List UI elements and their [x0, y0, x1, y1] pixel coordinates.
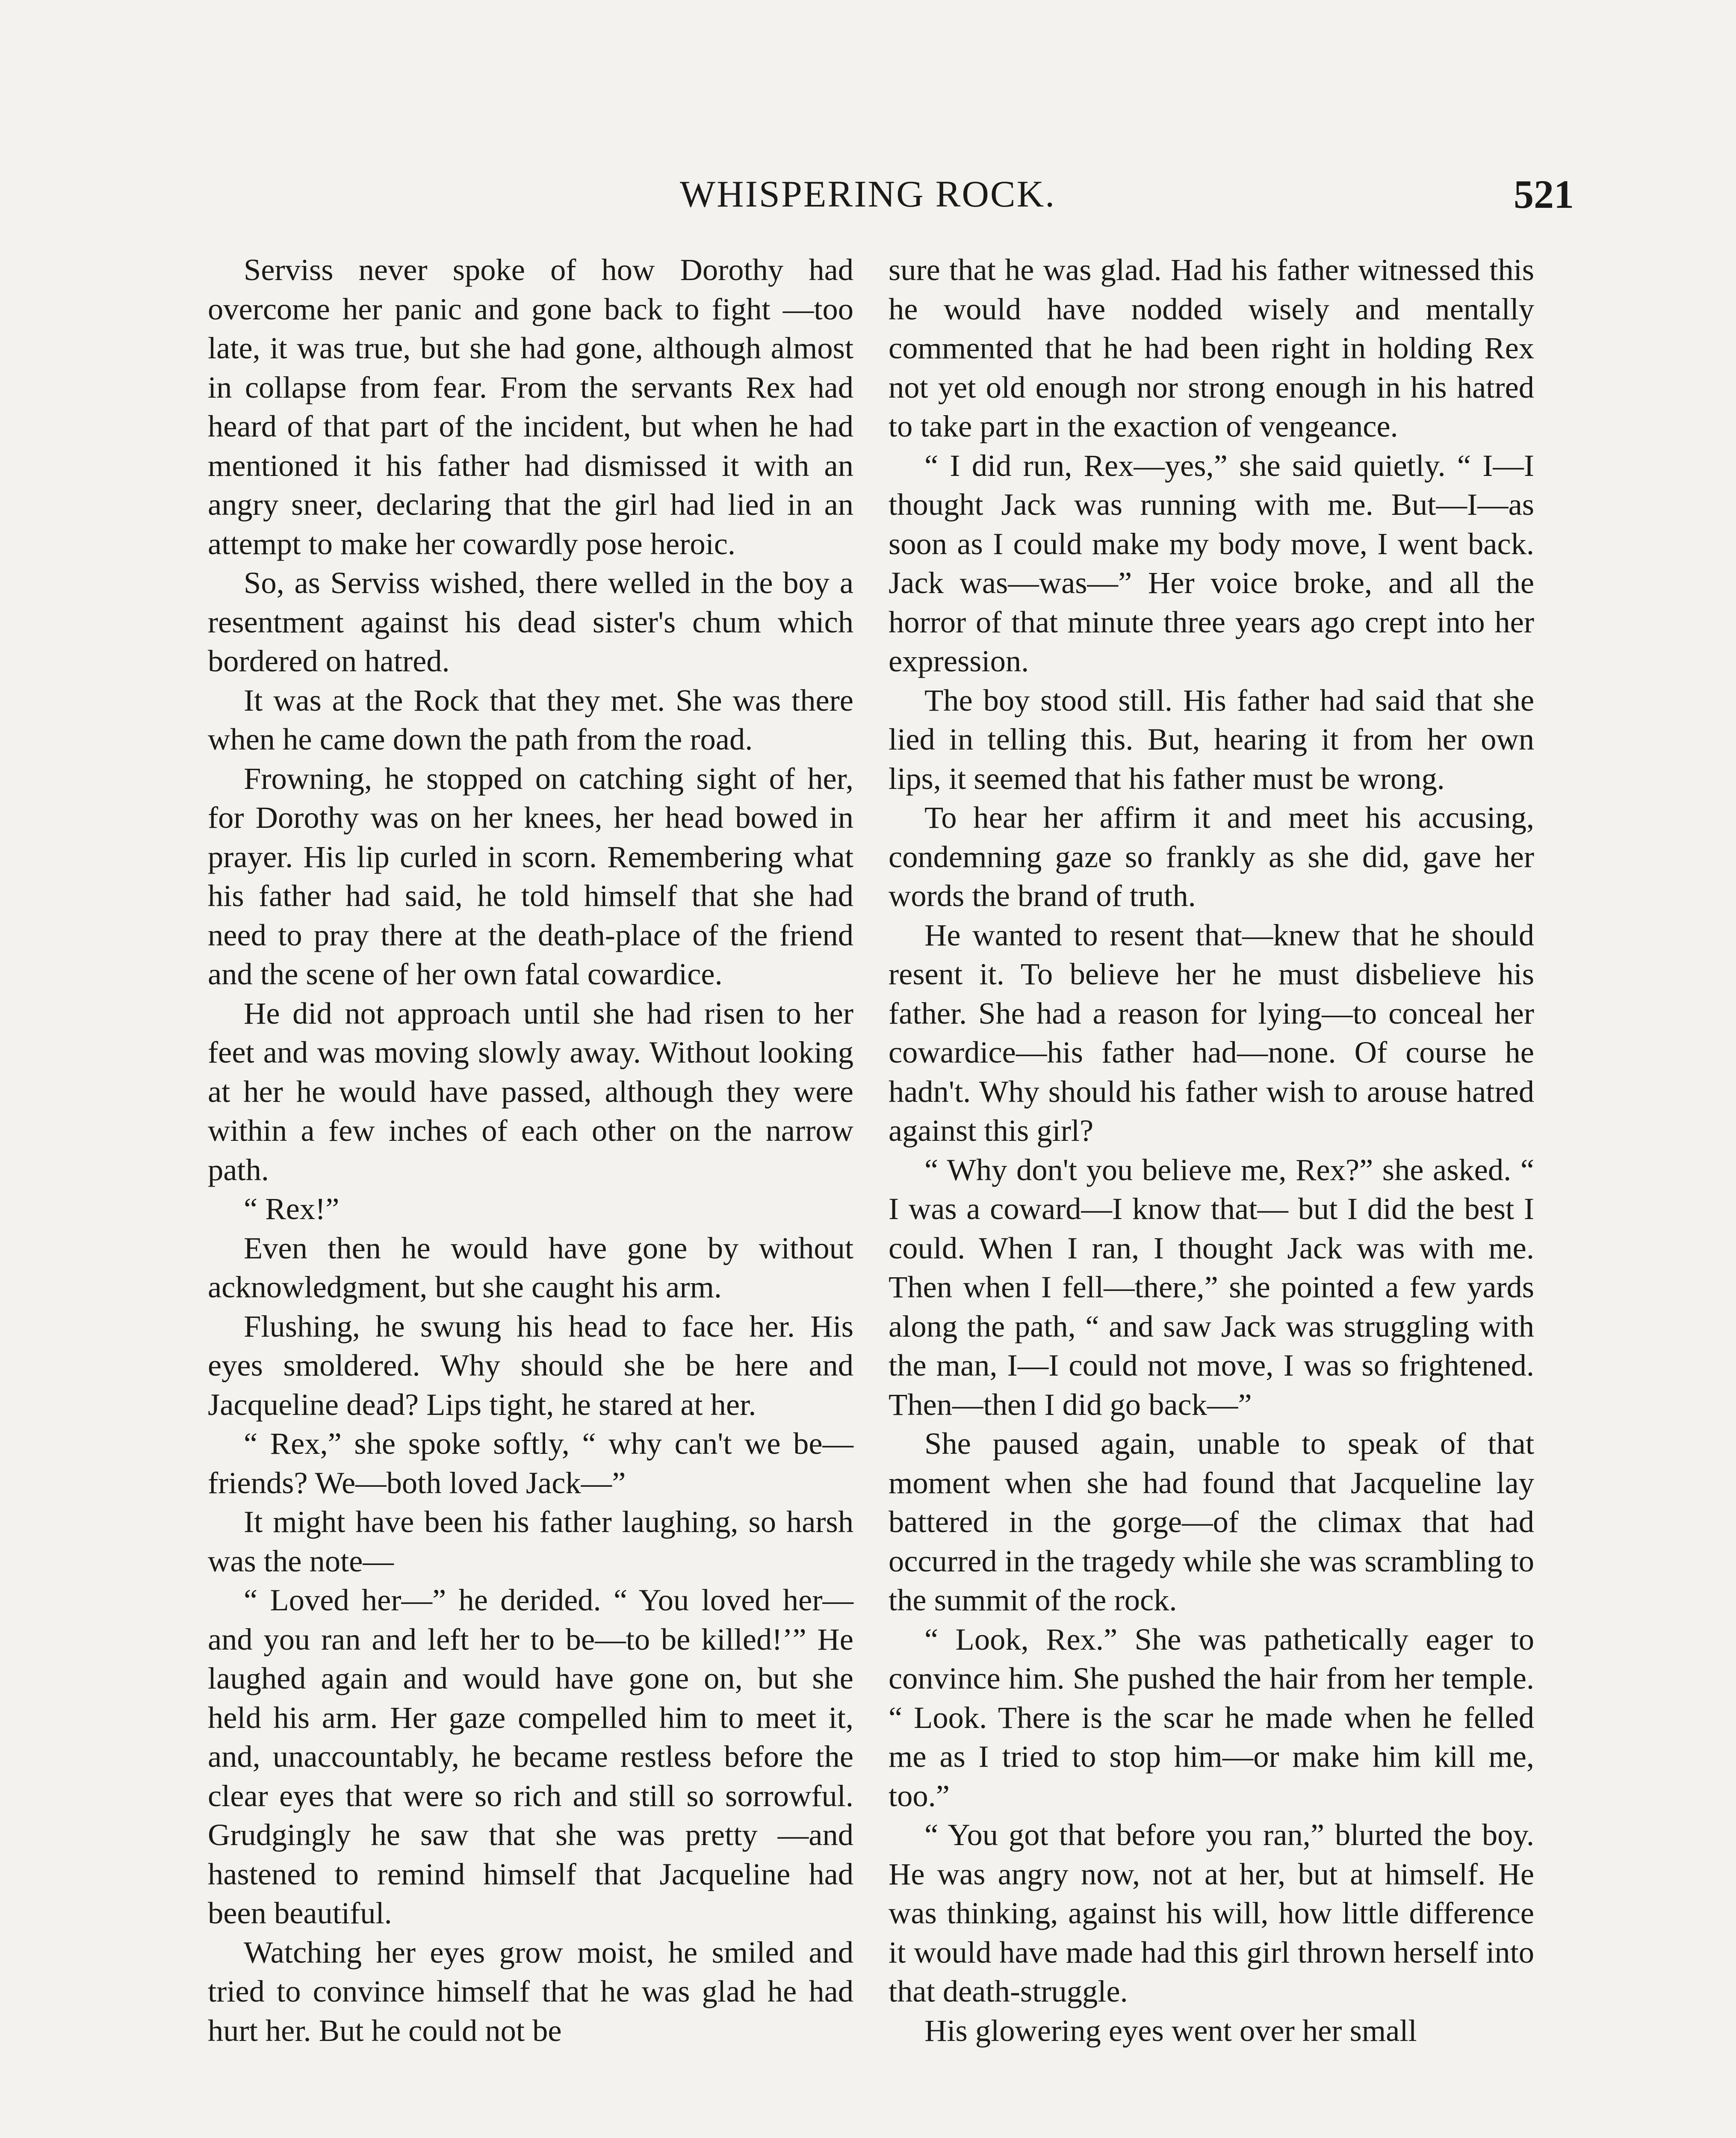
left-column — [208, 250, 853, 2050]
paragraph: Frowning, he stopped on catching sight of her, for Dorothy was on her knees, her head bowed in prayer. His lip curled in scorn. Remembering what his father had said, he told himself that she had need to pray there at the death-place of the friend and the scene of her own fatal cowardice. — [208, 761, 853, 991]
paragraph: Even then he would have gone by without acknowledgment, but she caught his arm. — [208, 1230, 853, 1304]
paragraph: “ Why don't you believe me, Rex?” she asked. “ I was a coward—I know that— but I did the best I could. When I ran, I thought Jack was with me. Then when I fell—there,” she pointed a few yards along the path, “ and saw Jack was struggling with the man, I—I could not move, I was so frightened. Then—then I did go back—” — [889, 1152, 1534, 1422]
paragraph: “ Rex,” she spoke softly, “ why can't we be—friends? We—both loved Jack—” — [208, 1426, 853, 1500]
paragraph: Serviss never spoke of how Dorothy had overcome her panic and gone back to fight —too late, it was true, but she had gone, although almost in collapse from fear. From the servants Rex had heard of that part of the incident, but when he had mentioned it his father had dismissed it with an angry sneer, declaring that the girl had lied in an attempt to make her cowardly pose heroic. — [208, 252, 853, 561]
page-header — [0, 169, 1736, 220]
paragraph: “ I did run, Rex—yes,” she said quietly. “ I—I thought Jack was running with me. But—I—as soon as I could make my body move, I went back. Jack was—was—” Her voice broke, and all the horror of that minute three years ago crept into her expression. — [889, 448, 1534, 678]
right-column — [889, 250, 1534, 2050]
paragraph: She paused again, unable to speak of that moment when she had found that Jacqueline lay battered in the gorge—of the climax that had occurred in the tragedy while she was scrambling to the summit of the rock. — [889, 1426, 1534, 1617]
paragraph: The boy stood still. His father had said that she lied in telling this. But, hearing it from her own lips, it seemed that his father must be wrong. — [889, 682, 1534, 796]
paragraph: “ Rex!” — [244, 1191, 340, 1226]
paragraph: “ Loved her—” he derided. “ You loved her—and you ran and left her to be—to be killed!’” He laughed again and would have gone on, but she held his arm. Her gaze compelled him to meet it, and, unaccountably, he became restless before the clear eyes that were so rich and still so sorrowful. Grudgingly he saw that she was pretty —and hastened to remind himself that Jacqueline had been beautiful. — [208, 1583, 853, 1930]
paragraph: “ Look, Rex.” She was pathetically eager to convince him. She pushed the hair from her temple. “ Look. There is the scar he made when he felled me as I tried to stop him—or make him kill me, too.” — [889, 1621, 1534, 1813]
running-title: WHISPERING ROCK. — [680, 174, 1056, 215]
paragraph: He wanted to resent that—knew that he should resent it. To believe her he must disbelieve his father. She had a reason for lying—to conceal her cowardice—his father had—none. Of course he hadn't. Why should his father wish to arouse hatred against this girl? — [889, 917, 1534, 1148]
paragraph: Watching her eyes grow moist, he smiled and tried to convince himself that he was glad he had hurt her. But he could not be — [208, 1934, 853, 2048]
paragraph-continued: sure that he was glad. Had his father witnessed this he would have nodded wisely and mentally commented that he had been right in holding Rex not yet old enough nor strong enough in his hatred to take part in the exaction of vengeance. — [889, 252, 1534, 443]
paragraph: His glowering eyes went over her small — [924, 2013, 1417, 2048]
paragraph: So, as Serviss wished, there welled in the boy a resentment against his dead sister's chum which bordered on hatred. — [208, 565, 853, 678]
page-number: 521 — [1514, 172, 1574, 217]
paragraph: It was at the Rock that they met. She was there when he came down the path from the road. — [208, 682, 853, 756]
paragraph: “ You got that before you ran,” blurted the boy. He was angry now, not at her, but at himself. He was thinking, against his will, how little difference it would have made had this girl thrown herself into that death-struggle. — [889, 1817, 1534, 2008]
paragraph: Flushing, he swung his head to face her. His eyes smoldered. Why should she be here and Jacqueline dead? Lips tight, he stared at her. — [208, 1308, 853, 1422]
paragraph: It might have been his father laughing, so harsh was the note— — [208, 1504, 853, 1578]
paragraph: He did not approach until she had risen to her feet and was moving slowly away. Without looking at her he would have passed, although they were within a few inches of each other on the narrow path. — [208, 995, 853, 1187]
paragraph: To hear her affirm it and meet his accusing, condemning gaze so frankly as she did, gave her words the brand of truth. — [889, 800, 1534, 913]
